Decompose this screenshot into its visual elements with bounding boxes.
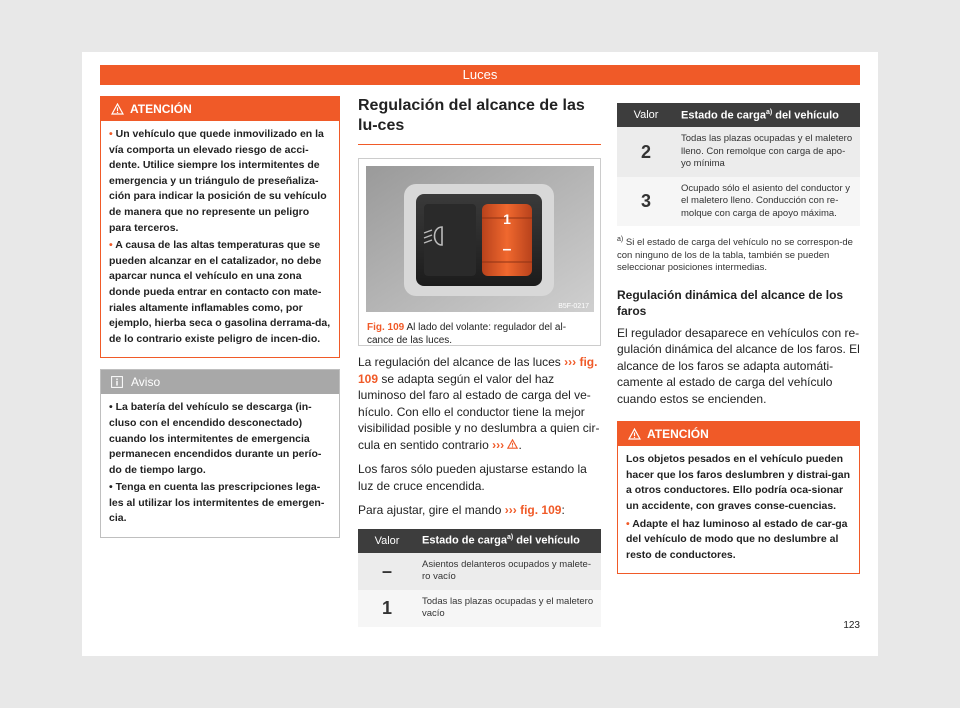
figure-code: B5F-0217 [558, 303, 589, 310]
bullet-icon: • [626, 517, 630, 530]
column-header-estado: Estado de carga$^{a)}$ del vehículo [675, 103, 860, 127]
warning-triangle-icon [507, 439, 518, 449]
warning-title: ATENCIÓN [130, 102, 192, 116]
right-column [617, 103, 860, 574]
note-header [101, 370, 339, 394]
table-cell-description: Asientos delanteros ocupados y malete-ro vacío [416, 553, 601, 590]
figure-caption [359, 317, 600, 351]
dial-mark-1: 1 [503, 211, 511, 227]
warning-triangle-icon [111, 103, 124, 115]
chapter-header: Luces [100, 65, 860, 85]
warning-box [617, 421, 860, 574]
table-cell-value: – [358, 553, 416, 590]
warning-header [101, 97, 339, 121]
table-header-row [358, 529, 601, 553]
left-column [100, 96, 340, 538]
table-row [358, 553, 601, 590]
warning-body [101, 121, 339, 357]
table-cell-value: 3 [617, 177, 675, 227]
note-text: La batería del vehículo se descarga (in-cluso con el encendido desconectado) cuando los intermitentes de emergencia permanecen encendidos durante un perío-do de tiempo largo. [109, 401, 322, 476]
table-cell-description: Todas las plazas ocupadas y el maletero lleno. Con remolque con carga de apo-yo mínima [675, 127, 860, 177]
info-icon [111, 376, 123, 388]
dial-mark-dash: – [502, 241, 512, 258]
warning-text: A causa de las altas temperaturas que se pueden alcanzar en el catalizador, no debe aparcar nunca el vehículo en una zona donde pueda entrar en contacto con mate-riales altamente inflamables como, por ejemplo, hierba seca o gasolina derrama-da, de lo contrario existe peligro de incen-dio. [109, 239, 331, 345]
note-body: • La batería del vehículo se descarga (in-cluso con el encendido desconectado) cuando los intermitentes de emergencia permanecen encendidos durante un perío-do de tiempo largo. • Tenga en cuenta las prescripciones lega-les al utilizar los intermitentes de emergen-cia. [109, 401, 325, 525]
figure-caption-text: Al lado del volante: regulador del al-cance de las luces. [367, 322, 567, 346]
text-run: : [561, 503, 565, 517]
warning-text: Los objetos pesados en el vehículo pueden hacer que los faros deslumbren y distrai-gan a otros conductores. Ello podría oca-sionar un accidente, con graves conse-cuencias. [626, 453, 851, 512]
column-header-valor: Valor [617, 103, 675, 127]
load-state-table-part2 [617, 103, 860, 226]
note-box [100, 369, 340, 538]
table-row [617, 127, 860, 177]
table-header-row [617, 103, 860, 127]
warning-body [618, 446, 859, 573]
figure-number: Fig. 109 [367, 322, 405, 333]
text-run: Para ajustar, gire el mando [358, 503, 502, 517]
subsection-title: Regulación dinámica del alcance de los faros [617, 287, 844, 318]
figure [358, 158, 601, 346]
body-paragraph [358, 502, 601, 519]
table-row [617, 177, 860, 227]
column-header-valor: Valor [358, 529, 416, 553]
warning-link[interactable]: ››› [492, 438, 518, 452]
body-paragraph: Los faros sólo pueden ajustarse estando la luz de cruce encendida. [358, 462, 587, 493]
warning-text: Adapte el haz luminoso al estado de car-ga del vehículo de modo que no deslumbre al resto de conductores. [626, 517, 848, 561]
warning-title: ATENCIÓN [647, 427, 709, 442]
column-header-estado: Estado de carga$^{a)}$ del vehículo [416, 529, 601, 553]
warning-triangle-icon [628, 428, 641, 440]
table-cell-value: 2 [617, 127, 675, 177]
table-footnote: $^{a)}$ Si el estado de carga del vehículo no se correspon-de con ninguno de los de la tabla, también se pueden seleccionar posiciones intermedias. [617, 236, 853, 274]
headlight-range-control-illustration [366, 166, 594, 312]
body-paragraph: La regulación del alcance de las luces ››› fig. 109 se adapta según el valor del haz luminoso del faro al estado de carga del ve-hículo. Con ello el conductor tiene la mejor visibilidad posible y no deslumbra a quien cir-cula en sentido contrario ››› . [358, 355, 600, 452]
load-state-table-part1 [358, 529, 601, 627]
bullet-icon: • [109, 128, 113, 140]
section-title: Regulación del alcance de las lu-ces [358, 96, 601, 145]
warning-box [100, 96, 340, 358]
page-number: 123 [843, 620, 860, 631]
table-cell-description: Ocupado sólo el asiento del conductor y el maletero lleno. Conducción con re-molque con carga de apoyo máxima. [675, 177, 860, 227]
table-cell-description: Todas las plazas ocupadas y el maletero vacío [416, 590, 601, 627]
table-row [358, 590, 601, 627]
text-run: La regulación del alcance de las luces [358, 355, 561, 369]
middle-column [358, 96, 601, 627]
note-text: Tenga en cuenta las prescripciones lega-les al utilizar los intermitentes de emergen-cia. [109, 481, 325, 525]
bullet-icon: • [109, 239, 113, 252]
text-run: se adapta según el valor del haz luminoso del faro al estado de carga del ve-hículo. Con ello el conductor tiene la mejor visibilidad posible y no deslumbra a quien cir-cula en sentido contrario [358, 371, 600, 452]
note-title: Aviso [131, 375, 161, 390]
body-paragraph: El regulador desaparece en vehículos con re-gulación dinámica del alcance de los faros. El alcance de los faros se adapta automáti-camente al estado de carga del vehículo cuando estos se encienden. [617, 325, 860, 406]
warning-text: Un vehículo que quede inmovilizado en la vía comporta un elevado riesgo de acci-dente. Utilice siempre los intermitentes de emergencia y un triángulo de preseñaliza-ción para indicar la posición de su vehículo de manera que no represente un peligro para terceros. [109, 128, 327, 234]
warning-header [618, 422, 859, 446]
figure-link[interactable]: ››› fig. 109 [358, 355, 598, 386]
table-cell-value: 1 [358, 590, 416, 627]
figure-link[interactable]: ››› fig. 109 [504, 503, 562, 517]
